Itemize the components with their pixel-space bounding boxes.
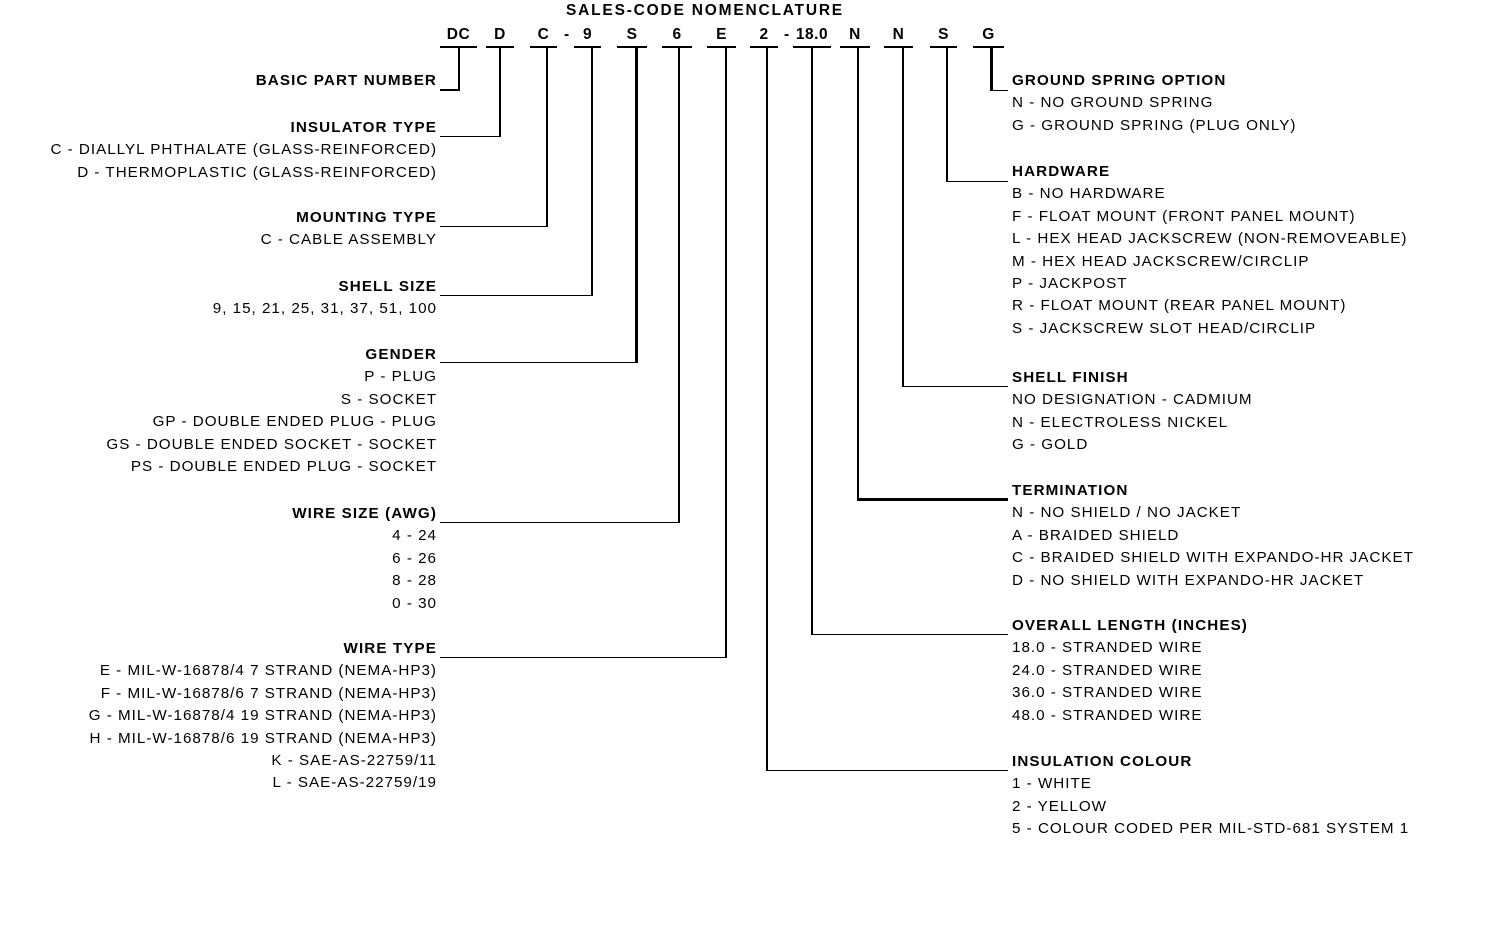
legend-item: GS - DOUBLE ENDED SOCKET - SOCKET <box>106 435 437 453</box>
leader-hook-gender <box>440 362 638 364</box>
code-segment-gender: S <box>617 26 647 48</box>
section-heading: BASIC PART NUMBER <box>255 72 437 89</box>
leader-vertical-insulation-colour <box>766 47 768 771</box>
legend-item: 1 - WHITE <box>1012 775 1092 793</box>
legend-item: 5 - COLOUR CODED PER MIL-STD-681 SYSTEM 1 <box>1012 820 1410 838</box>
section-gender <box>0 344 437 478</box>
legend-item: H - MIL-W-16878/6 19 STRAND (NEMA-HP3) <box>89 729 437 747</box>
legend-item: PS - DOUBLE ENDED PLUG - SOCKET <box>130 458 437 476</box>
legend-item: S - SOCKET <box>340 390 437 408</box>
legend-item: S - JACKSCREW SLOT HEAD/CIRCLIP <box>1012 319 1317 337</box>
legend-item: 2 - YELLOW <box>1012 797 1107 815</box>
section-heading: GROUND SPRING OPTION <box>1012 72 1227 89</box>
section-hardware <box>1012 161 1485 340</box>
section-heading: GENDER <box>365 346 437 363</box>
legend-item: N - ELECTROLESS NICKEL <box>1012 413 1229 431</box>
code-segment-basic-part-number: DC <box>440 26 477 48</box>
legend-item: N - NO GROUND SPRING <box>1012 94 1214 112</box>
code-separator-dash-2: - <box>784 26 790 43</box>
legend-item: 8 - 28 <box>392 572 437 590</box>
legend-item: C - CABLE ASSEMBLY <box>260 231 437 249</box>
leader-vertical-insulator-type <box>499 47 501 137</box>
code-segment-wire-size: 6 <box>662 26 692 48</box>
legend-item: A - BRAIDED SHIELD <box>1012 526 1180 544</box>
leader-hook-insulation-colour <box>766 770 1008 772</box>
code-segment-wire-type: E <box>707 26 736 48</box>
section-heading: INSULATION COLOUR <box>1012 753 1193 770</box>
legend-item: D - NO SHIELD WITH EXPANDO-HR JACKET <box>1012 571 1365 589</box>
section-basic-part-number <box>0 70 437 92</box>
code-separator-dash-1: - <box>564 26 570 43</box>
legend-item: GP - DOUBLE ENDED PLUG - PLUG <box>152 413 437 431</box>
leader-vertical-shell-finish <box>902 47 904 387</box>
leader-hook-overall-length <box>811 634 1008 636</box>
legend-item: E - MIL-W-16878/4 7 STRAND (NEMA-HP3) <box>99 662 437 680</box>
leader-hook-insulator-type <box>440 136 501 138</box>
legend-item: 9, 15, 21, 25, 31, 37, 51, 100 <box>212 300 437 318</box>
legend-item: 36.0 - STRANDED WIRE <box>1012 684 1203 702</box>
section-wire-type <box>0 638 437 795</box>
section-heading: WIRE SIZE (AWG) <box>292 505 437 522</box>
legend-item: K - SAE-AS-22759/11 <box>271 752 437 770</box>
leader-vertical-gender <box>635 47 638 363</box>
legend-item: P - PLUG <box>364 368 437 386</box>
section-heading: SHELL FINISH <box>1012 369 1129 386</box>
leader-vertical-hardware <box>946 47 948 182</box>
code-segment-termination: N <box>840 26 870 48</box>
leader-hook-ground-spring <box>990 90 1008 92</box>
legend-item: 6 - 26 <box>392 549 437 567</box>
leader-hook-mounting-type <box>440 226 548 228</box>
leader-hook-hardware <box>946 181 1008 183</box>
page-title: SALES-CODE NOMENCLATURE <box>566 2 844 19</box>
leader-vertical-wire-type <box>725 47 727 658</box>
legend-item: B - NO HARDWARE <box>1012 185 1166 203</box>
leader-hook-shell-size <box>440 295 593 297</box>
code-segment-ground-spring: G <box>973 26 1004 48</box>
leader-vertical-shell-size <box>591 47 593 296</box>
code-segment-hardware: S <box>930 26 957 48</box>
legend-item: 24.0 - STRANDED WIRE <box>1012 661 1203 679</box>
section-shell-finish <box>1012 367 1485 457</box>
leader-vertical-overall-length <box>811 47 813 635</box>
section-mounting-type <box>0 207 437 252</box>
section-overall-length <box>1012 615 1485 727</box>
leader-hook-wire-size <box>440 522 680 524</box>
leader-hook-shell-finish <box>902 386 1008 388</box>
legend-item: M - HEX HEAD JACKSCREW/CIRCLIP <box>1012 252 1310 270</box>
legend-item: F - FLOAT MOUNT (FRONT PANEL MOUNT) <box>1012 207 1356 225</box>
section-ground-spring-option <box>1012 70 1485 137</box>
legend-item: 4 - 24 <box>392 527 437 545</box>
legend-item: R - FLOAT MOUNT (REAR PANEL MOUNT) <box>1012 297 1347 315</box>
code-segment-shell-finish: N <box>884 26 913 48</box>
leader-vertical-basic-part-number <box>458 47 460 91</box>
section-termination <box>1012 480 1485 592</box>
legend-item: 18.0 - STRANDED WIRE <box>1012 639 1203 657</box>
legend-item: G - MIL-W-16878/4 19 STRAND (NEMA-HP3) <box>88 707 437 725</box>
legend-item: C - DIALLYL PHTHALATE (GLASS-REINFORCED) <box>50 141 437 159</box>
legend-item: L - SAE-AS-22759/19 <box>272 774 437 792</box>
section-heading: WIRE TYPE <box>343 640 437 657</box>
section-heading: INSULATOR TYPE <box>290 119 437 136</box>
leader-vertical-termination <box>857 47 859 500</box>
legend-item: NO DESIGNATION - CADMIUM <box>1012 391 1253 409</box>
section-insulator-type <box>0 117 437 184</box>
section-shell-size <box>0 276 437 321</box>
leader-hook-wire-type <box>440 657 727 659</box>
leader-vertical-mounting-type <box>546 47 548 227</box>
code-segment-overall-length: 18.0 <box>793 26 831 48</box>
legend-item: P - JACKPOST <box>1012 275 1128 293</box>
legend-item: G - GOLD <box>1012 436 1089 454</box>
section-heading: MOUNTING TYPE <box>296 209 437 226</box>
leader-vertical-wire-size <box>678 47 680 523</box>
legend-item: N - NO SHIELD / NO JACKET <box>1012 504 1242 522</box>
leader-hook-basic-part-number <box>440 89 460 91</box>
code-segment-insulation-colour: 2 <box>750 26 778 48</box>
code-segment-shell-size: 9 <box>574 26 601 48</box>
section-heading: OVERALL LENGTH (INCHES) <box>1012 617 1248 634</box>
leader-vertical-ground-spring <box>990 47 993 91</box>
legend-item: 0 - 30 <box>392 594 437 612</box>
legend-item: F - MIL-W-16878/6 7 STRAND (NEMA-HP3) <box>100 684 437 702</box>
leader-hook-termination <box>857 498 1008 501</box>
legend-item: C - BRAIDED SHIELD WITH EXPANDO-HR JACKET <box>1012 549 1414 567</box>
section-heading: TERMINATION <box>1012 482 1129 499</box>
legend-item: 48.0 - STRANDED WIRE <box>1012 706 1203 724</box>
legend-item: D - THERMOPLASTIC (GLASS-REINFORCED) <box>77 163 437 181</box>
code-segment-insulator-type: D <box>486 26 514 48</box>
section-heading: HARDWARE <box>1012 163 1111 180</box>
section-heading: SHELL SIZE <box>338 278 437 295</box>
code-segment-mounting-type: C <box>530 26 557 48</box>
section-insulation-colour <box>1012 751 1485 841</box>
legend-item: G - GROUND SPRING (PLUG ONLY) <box>1012 116 1297 134</box>
legend-item: L - HEX HEAD JACKSCREW (NON-REMOVEABLE) <box>1012 230 1408 248</box>
section-wire-size <box>0 503 437 615</box>
